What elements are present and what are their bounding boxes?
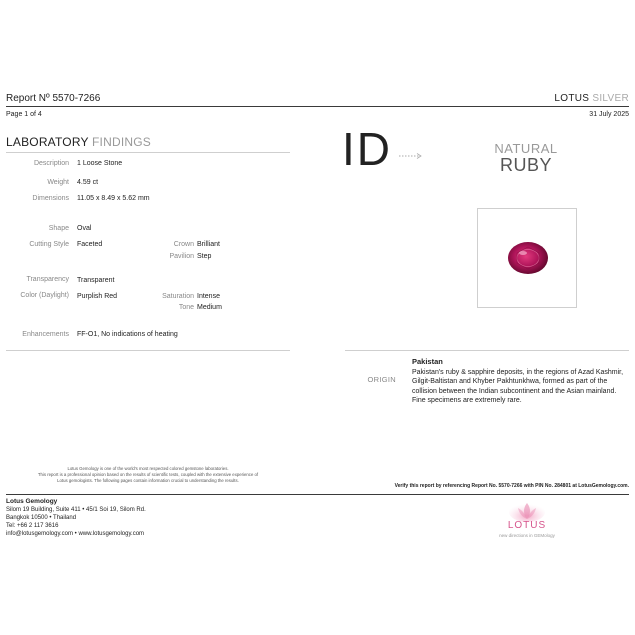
cutting-style-label: Cutting Style: [29, 241, 69, 248]
tone-value: Medium: [197, 304, 222, 311]
pavilion-label: Pavilion: [169, 253, 194, 260]
tone-label: Tone: [178, 304, 194, 311]
brand-main: LOTUS: [554, 93, 590, 104]
description-label: Description: [33, 160, 69, 167]
page-indicator: Page 1 of 4: [6, 111, 42, 118]
section-title-sub: FINDINGS: [92, 135, 151, 149]
shape-label: Shape: [48, 225, 69, 232]
logo-tagline: new directions in GEMology: [499, 533, 555, 538]
verify-note: Verify this report by referencing Report No. 5570-7266 with PIN No. 284801 at LotusGemology.com.: [394, 483, 629, 489]
report-date: 31 July 2025: [589, 111, 629, 118]
origin-description: Pakistan's ruby & sapphire deposits, in the regions of Azad Kashmir, Gilgit-Baltistan and Khyber Pakhtunkhwa, formed as part of the collision between the Indian subcontinent and the Asian mainland. Fine specimens are extremely rare.: [412, 369, 624, 405]
disclaimer-line-1: Lotus Gemology is one of the world's most respected colored gemstone laboratories.: [67, 466, 229, 471]
section-rule: [6, 152, 290, 153]
crown-value: Brilliant: [197, 241, 220, 248]
disclaimer: [6, 466, 290, 483]
origin-country: Pakistan: [412, 357, 443, 366]
footer-rule: [6, 494, 629, 495]
footer-company: Lotus Gemology: [6, 498, 58, 505]
transparency-label: Transparency: [26, 276, 69, 283]
arrow-icon: [398, 152, 424, 160]
description-value: 1 Loose Stone: [77, 160, 123, 167]
species-label: RUBY: [499, 155, 552, 175]
lotus-logo[interactable]: [482, 500, 572, 548]
findings-bottom-rule: [6, 350, 290, 351]
disclaimer-line-3: Lotus gemologists. The following pages contain information crucial to understanding the results.: [57, 477, 239, 483]
transparency-value: Transparent: [77, 277, 115, 284]
footer-address-2: Bangkok 10500 • Thailand: [6, 515, 77, 521]
footer-phone: Tel: +66 2 117 3616: [6, 523, 59, 529]
disclaimer-line-2: This report is a professional opinion based on the results of scientific tests, coupled with the extensive experience of: [37, 471, 259, 477]
section-title: [6, 135, 151, 149]
weight-label: Weight: [47, 179, 69, 186]
color-label: Color (Daylight): [20, 292, 69, 299]
ruby-stone-image: [478, 209, 576, 307]
enhancements-value: FF-O1, No indications of heating: [77, 331, 178, 338]
shape-value: Oval: [77, 225, 92, 232]
origin-label: ORIGIN: [367, 375, 396, 384]
pavilion-value: Step: [197, 253, 212, 260]
origin-top-rule: [345, 350, 629, 351]
report-number: Report Nº 5570-7266: [6, 93, 101, 104]
footer-address-1: Silom 19 Building, Suite 411 • 45/1 Soi 19, Silom Rd.: [6, 507, 146, 513]
stone-photo: [477, 208, 577, 308]
id-mark: ID: [342, 123, 392, 175]
crown-label: Crown: [173, 241, 194, 248]
dimensions-label: Dimensions: [32, 195, 69, 202]
lotus-flower-icon: [482, 500, 572, 522]
saturation-value: Intense: [197, 293, 220, 300]
footer-contact: info@lotusgemology.com • www.lotusgemology.com: [6, 531, 145, 537]
saturation-label: Saturation: [162, 293, 194, 300]
cutting-style-value: Faceted: [77, 241, 103, 248]
enhancements-label: Enhancements: [22, 331, 69, 338]
header-rule: [6, 106, 629, 107]
section-title-main: LABORATORY: [6, 135, 89, 149]
brand-sub: SILVER: [592, 93, 629, 104]
color-value: Purplish Red: [77, 293, 118, 300]
logo-wordmark: LOTUS: [507, 520, 547, 531]
weight-value: 4.59 ct: [77, 179, 99, 186]
natural-label: NATURAL: [494, 141, 558, 156]
dimensions-value: 11.05 x 8.49 x 5.62 mm: [77, 195, 150, 202]
brand-wordmark: [554, 93, 629, 104]
